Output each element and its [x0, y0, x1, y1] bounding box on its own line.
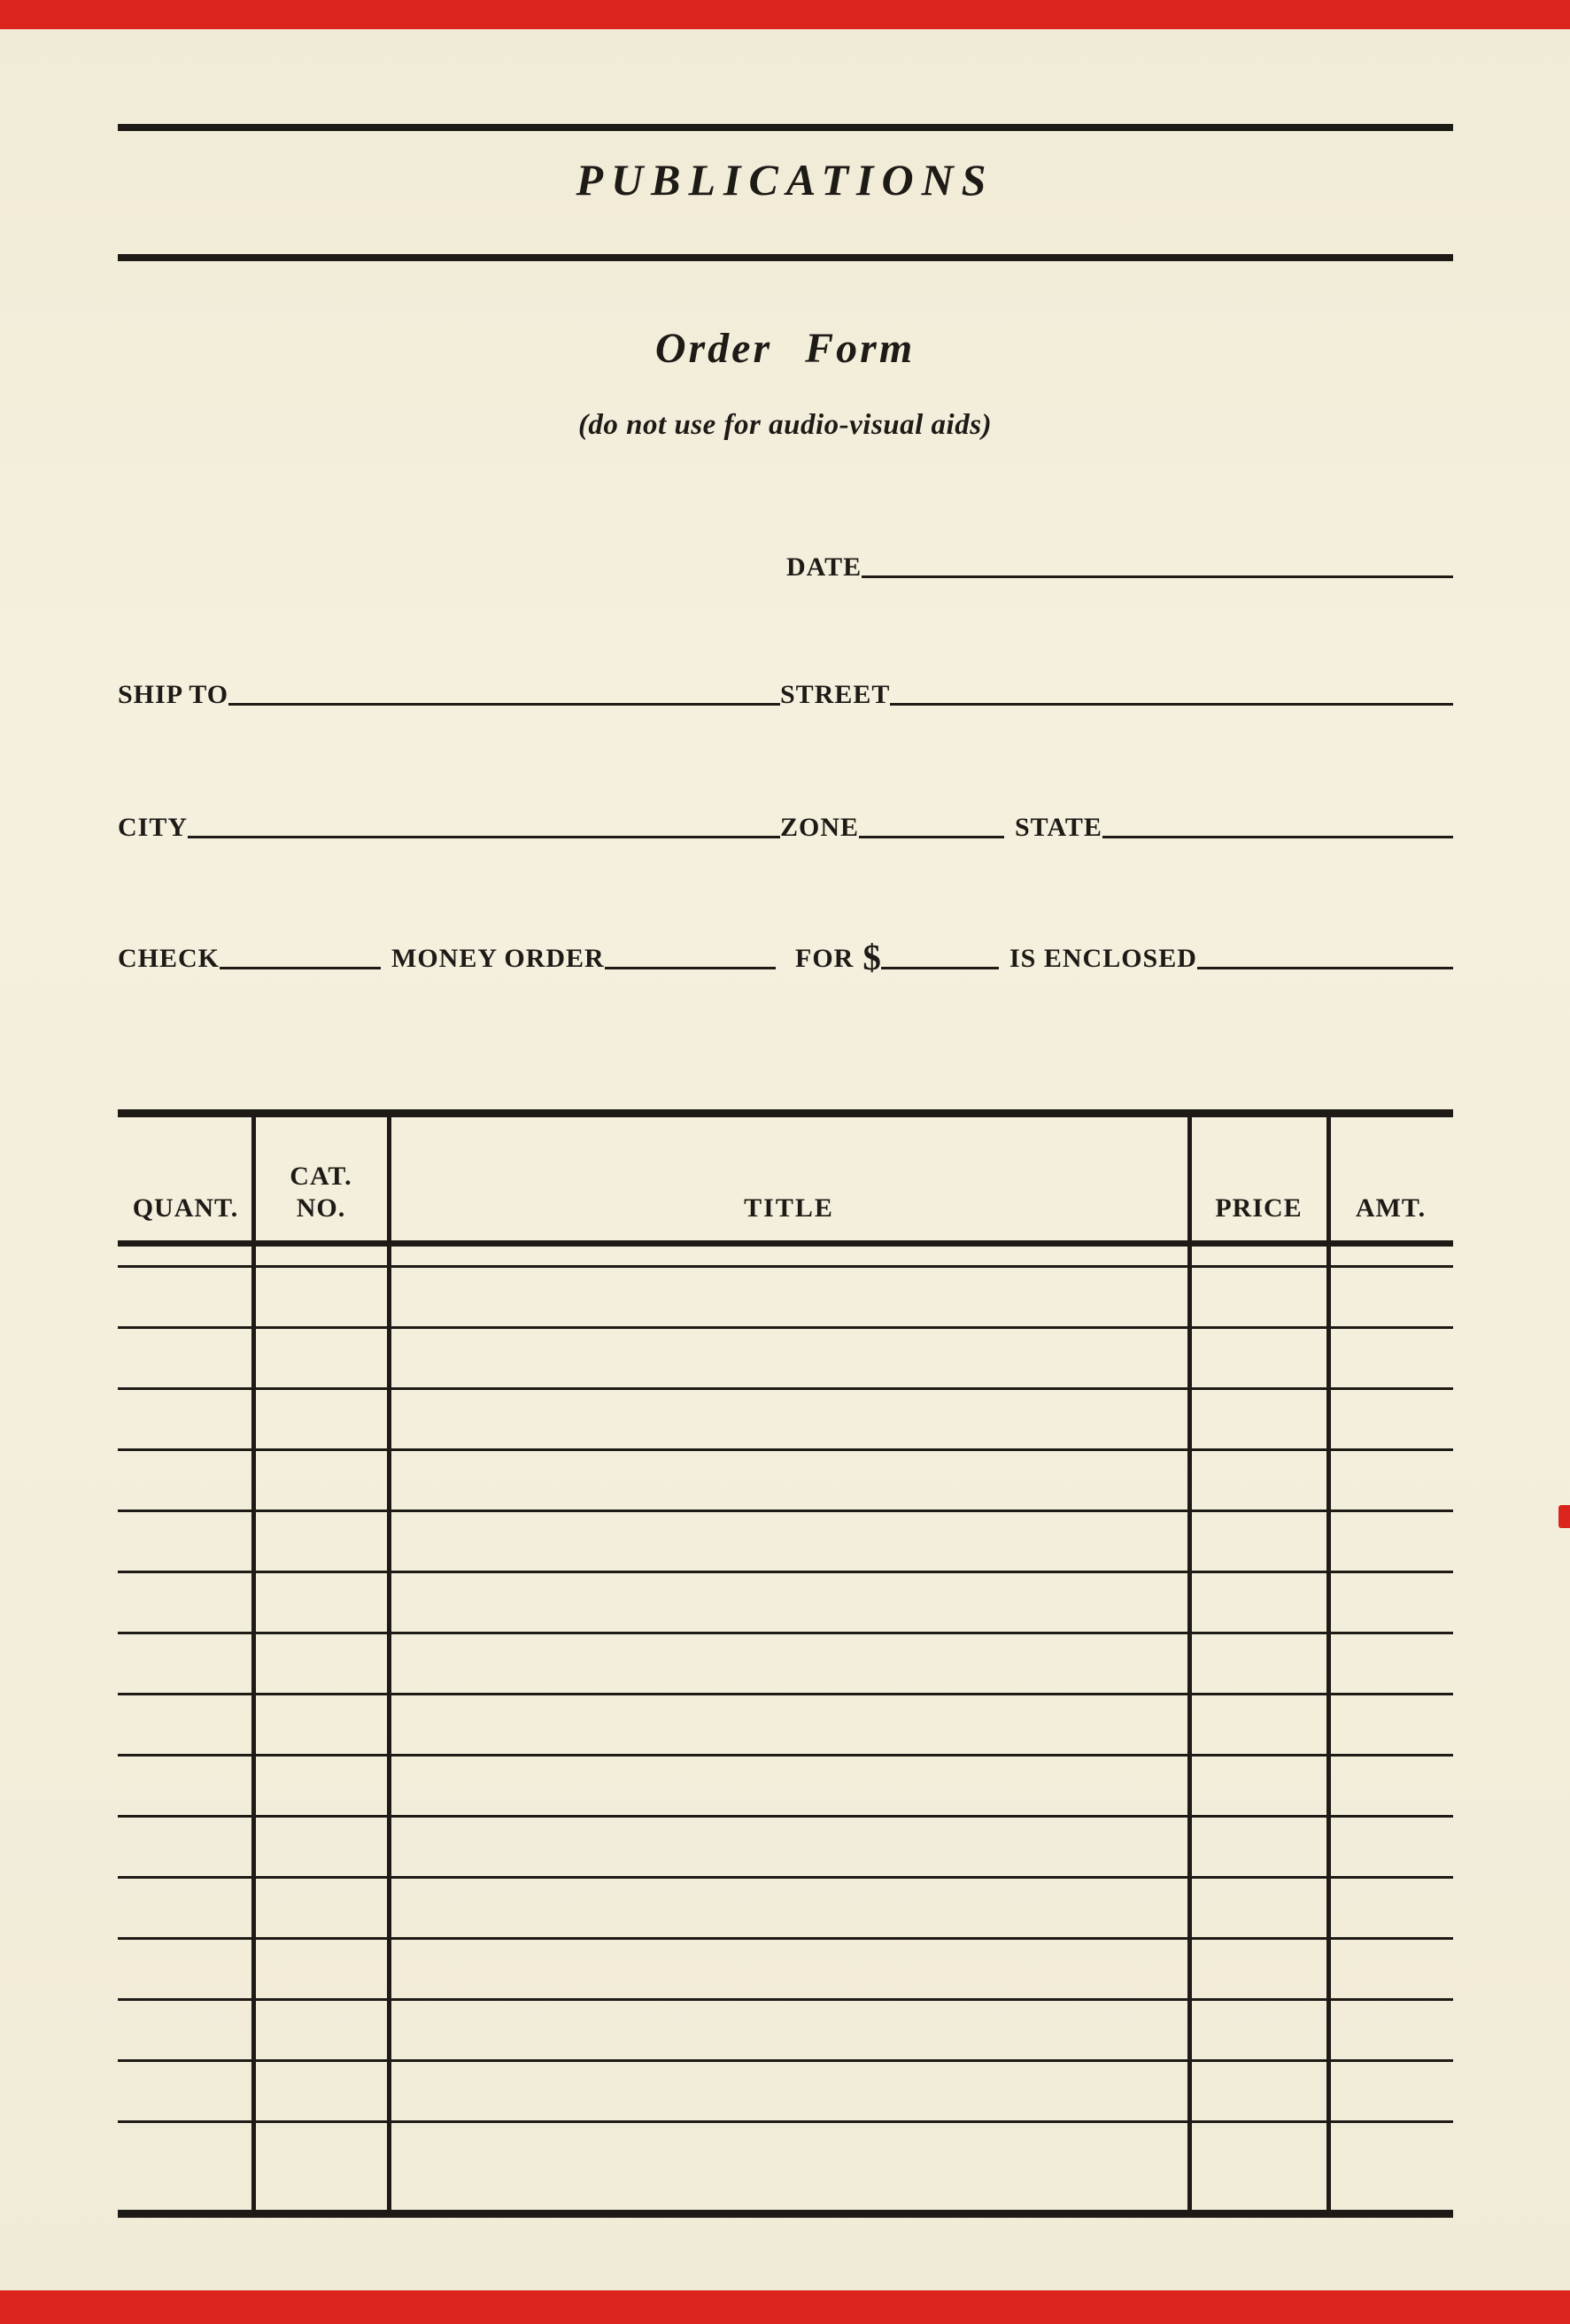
- table-row: [118, 2001, 1453, 2062]
- payment-field-row: [118, 931, 1453, 978]
- dollar-sign: $: [862, 937, 881, 978]
- is-enclosed-label: IS ENCLOSED: [1009, 944, 1197, 973]
- section-title: PUBLICATIONS: [576, 155, 994, 205]
- table-row: [118, 1390, 1453, 1451]
- is-enclosed-segment: [999, 946, 1453, 972]
- is-enclosed-fill-line: [1197, 967, 1453, 969]
- money-order-fill-line: [605, 967, 776, 969]
- zone-fill-line: [859, 836, 1004, 838]
- table-row: [118, 1329, 1453, 1390]
- table-row: [118, 1818, 1453, 1879]
- street-fill-line: [890, 703, 1453, 706]
- street-label: STREET: [780, 680, 891, 709]
- red-scan-edge-bottom: [0, 2290, 1570, 2324]
- date-fill-line: [862, 575, 1453, 578]
- money-order-label: MONEY ORDER: [391, 944, 605, 973]
- check-label: CHECK: [118, 944, 220, 973]
- date-field-row: [786, 540, 1453, 581]
- column-divider-quant: [251, 1117, 256, 2210]
- table-row: [118, 1451, 1453, 1512]
- ship-to-label: SHIP TO: [118, 680, 229, 709]
- date-label: DATE: [786, 552, 862, 582]
- amount-fill-line: [881, 967, 999, 969]
- header-amt: AMT.: [1355, 1193, 1427, 1223]
- header-cat-line2: NO.: [296, 1193, 346, 1223]
- order-table-rows: [118, 1268, 1453, 2123]
- table-row: [118, 2062, 1453, 2123]
- column-divider-title: [1187, 1117, 1192, 2210]
- check-fill-line: [220, 967, 381, 969]
- form-title: Order Form: [654, 325, 916, 372]
- state-label: STATE: [1015, 813, 1102, 842]
- header-cat-line1: CAT.: [290, 1162, 352, 1191]
- header-cat-no: [253, 1161, 389, 1240]
- city-label: CITY: [118, 813, 189, 842]
- zone-label: ZONE: [780, 813, 860, 842]
- header-double-underline: [118, 1247, 1453, 1268]
- form-note: (do not use for audio-visual aids): [577, 409, 993, 441]
- ship-to-fill-line: [228, 703, 780, 706]
- table-row: [118, 1573, 1453, 1634]
- heading-rule-bottom: [118, 254, 1453, 261]
- state-segment: [1004, 815, 1453, 841]
- ship-to-segment: [118, 682, 780, 708]
- header-title: TITLE: [744, 1193, 834, 1223]
- header-quant: QUANT.: [132, 1193, 239, 1223]
- header-price: PRICE: [1215, 1193, 1303, 1223]
- table-row: [118, 1634, 1453, 1695]
- table-row: [118, 1695, 1453, 1757]
- city-segment: [118, 815, 780, 841]
- state-fill-line: [1102, 836, 1453, 838]
- table-row: [118, 1879, 1453, 1940]
- column-divider-price: [1326, 1117, 1331, 2210]
- city-field-row: [118, 800, 1453, 841]
- heading-rule-top: [118, 124, 1453, 131]
- city-fill-line: [188, 836, 780, 838]
- table-row: [118, 1757, 1453, 1818]
- zone-segment: [780, 815, 1004, 841]
- column-divider-catno: [387, 1117, 391, 2210]
- red-scan-edge-top: [0, 0, 1570, 29]
- table-row: [118, 1268, 1453, 1329]
- amount-segment: [776, 937, 999, 978]
- red-scan-edge-mark: [1558, 1505, 1570, 1528]
- street-segment: [780, 682, 1453, 708]
- order-table: [118, 1109, 1453, 2218]
- ship-to-field-row: [118, 668, 1453, 708]
- money-order-segment: [381, 946, 776, 972]
- order-table-header: [118, 1117, 1453, 1247]
- for-label: FOR: [795, 944, 855, 973]
- table-row: [118, 1512, 1453, 1573]
- check-segment: [118, 946, 381, 972]
- table-row: [118, 1940, 1453, 2001]
